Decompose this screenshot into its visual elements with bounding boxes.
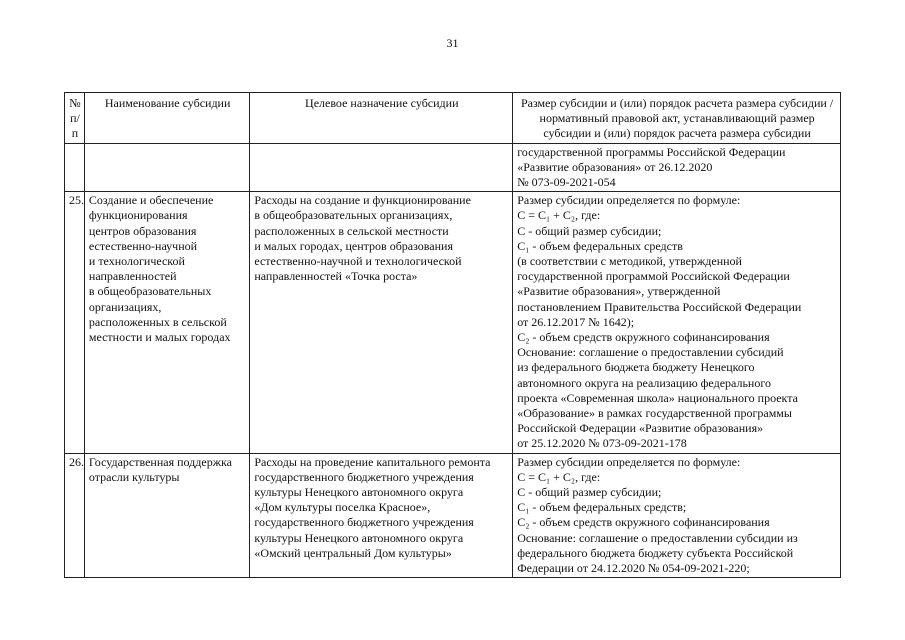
table-row-25 bbox=[65, 192, 841, 453]
subsidies-table bbox=[64, 92, 841, 578]
text-line: проекта «Современная школа» национального проекта bbox=[517, 390, 798, 405]
text-line: Государственная поддержка bbox=[88, 454, 232, 469]
cell-number bbox=[65, 143, 85, 192]
text-line: и малых городах, центров образования bbox=[254, 238, 453, 253]
text-line: в общеобразовательных bbox=[88, 284, 212, 299]
text-line: Основание: соглашение о предоставлении субсидий bbox=[517, 345, 784, 360]
page-number: 31 bbox=[446, 36, 459, 50]
text-line: «Образование» в рамках государственной программы bbox=[517, 406, 792, 421]
text-line: С - общий размер субсидии; bbox=[517, 223, 662, 238]
text-line: направленностей «Точка роста» bbox=[254, 269, 418, 284]
text-line: культуры Ненецкого автономного округа bbox=[254, 485, 464, 500]
text-line: автономного округа на реализацию федерального bbox=[517, 375, 771, 390]
text-line: «Омский центральный Дом культуры» bbox=[254, 545, 452, 560]
header-number: № п/п bbox=[65, 93, 85, 144]
text-line: от 25.12.2020 № 073-09-2021-178 bbox=[517, 436, 687, 451]
text-line: С₁ - объем федеральных средств; bbox=[517, 500, 687, 515]
text-line: С = С₁ + С₂, где: bbox=[517, 208, 601, 223]
header-size-and-calculation: Размер субсидии и (или) порядок расчета размера субсидии / нормативный правовой акт, устанавливающий размер субсидии и (или) порядок расчета размера субсидии bbox=[513, 93, 841, 144]
text-line: «Развитие образования» от 26.12.2020 bbox=[517, 159, 713, 174]
text-line: расположенных в сельской местности bbox=[254, 223, 449, 238]
cell-size bbox=[513, 453, 841, 578]
cell-number: 25. bbox=[65, 192, 85, 453]
text-line: С - общий размер субсидии; bbox=[517, 485, 662, 500]
text-line: из федерального бюджета бюджету Ненецкого bbox=[517, 360, 755, 375]
text-line: направленностей bbox=[88, 269, 177, 284]
text-line: культуры Ненецкого автономного округа bbox=[254, 530, 464, 545]
text-line: от 26.12.2017 № 1642); bbox=[517, 314, 635, 329]
text-line: Федерации от 24.12.2020 № 054-09-2021-220; bbox=[517, 561, 750, 576]
text-line: федерального бюджета бюджету субъекта Российской bbox=[517, 545, 794, 560]
text-line: государственной программы Российской Федерации bbox=[517, 144, 786, 159]
text-line: функционирования bbox=[88, 208, 188, 223]
text-line: «Дом культуры поселка Красное», bbox=[254, 500, 431, 515]
text-line: государственной программой Российской Федерации bbox=[517, 269, 790, 284]
text-line: Расходы на создание и функционирование bbox=[254, 193, 471, 208]
text-line: Российской Федерации «Развитие образования» bbox=[517, 421, 764, 436]
text-line: «Развитие образования», утвержденной bbox=[517, 284, 721, 299]
cell-size bbox=[513, 192, 841, 453]
text-line: Размер субсидии определяется по формуле: bbox=[517, 454, 741, 469]
text-line: расположенных в сельской bbox=[88, 314, 227, 329]
text-line: Основание: соглашение о предоставлении субсидии из bbox=[517, 530, 798, 545]
text-line: С₂ - объем средств окружного софинансирования bbox=[517, 330, 770, 345]
text-line: в общеобразовательных организациях, bbox=[254, 208, 453, 223]
text-line: и технологической bbox=[88, 254, 185, 269]
cell-name bbox=[84, 192, 249, 453]
text-line: № 073-09-2021-054 bbox=[517, 175, 616, 190]
cell-purpose bbox=[250, 143, 513, 192]
text-line: Расходы на проведение капитального ремонта bbox=[254, 454, 491, 469]
header-subsidy-name: Наименование субсидии bbox=[84, 93, 249, 144]
table-row-continuation bbox=[65, 143, 841, 192]
text-line: Создание и обеспечение bbox=[88, 193, 214, 208]
text-line: местности и малых городах bbox=[88, 330, 231, 345]
text-line: С₂ - объем средств окружного софинансирования bbox=[517, 515, 770, 530]
table-header-row bbox=[65, 93, 841, 144]
cell-name bbox=[84, 143, 249, 192]
text-line: Размер субсидии определяется по формуле: bbox=[517, 193, 741, 208]
table-row-26 bbox=[65, 453, 841, 578]
text-line: государственного бюджетного учреждения bbox=[254, 469, 474, 484]
cell-name bbox=[84, 453, 249, 578]
cell-number: 26. bbox=[65, 453, 85, 578]
text-line: (в соответствии с методикой, утвержденной bbox=[517, 254, 742, 269]
header-purpose: Целевое назначение субсидии bbox=[250, 93, 513, 144]
cell-size bbox=[513, 143, 841, 192]
cell-purpose bbox=[250, 453, 513, 578]
text-line: государственного бюджетного учреждения bbox=[254, 515, 474, 530]
text-line: отрасли культуры bbox=[88, 469, 180, 484]
text-line: С = С₁ + С₂, где: bbox=[517, 469, 601, 484]
text-line: естественно-научной bbox=[88, 238, 198, 253]
text-line: центров образования bbox=[88, 223, 197, 238]
text-line: организациях, bbox=[88, 299, 162, 314]
text-line: естественно-научной и технологической bbox=[254, 254, 462, 269]
text-line: постановлением Правительства Российской Федерации bbox=[517, 299, 802, 314]
text-line: С₁ - объем федеральных средств bbox=[517, 238, 683, 253]
cell-purpose bbox=[250, 192, 513, 453]
